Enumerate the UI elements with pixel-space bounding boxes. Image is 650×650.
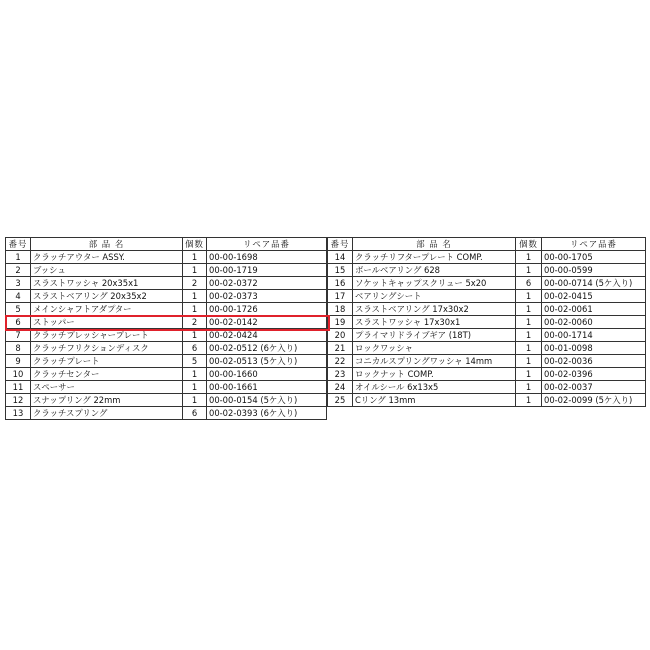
- part-quantity: 1: [516, 355, 542, 368]
- header-no: 番号: [6, 238, 31, 251]
- header-name: 部 品 名: [31, 238, 183, 251]
- part-name: コニカルスプリングワッシャ 14mm: [353, 355, 516, 368]
- part-number: 9: [6, 355, 31, 368]
- table-row: [328, 264, 646, 277]
- part-quantity: 1: [516, 342, 542, 355]
- part-quantity: 6: [516, 277, 542, 290]
- repair-part-code: 00-02-0512 (6ケ入り): [207, 342, 327, 355]
- part-quantity: 1: [183, 303, 207, 316]
- part-name: ロックワッシャ: [353, 342, 516, 355]
- table-row: [6, 355, 327, 368]
- part-name: クラッチプレート: [31, 355, 183, 368]
- part-quantity: 1: [516, 329, 542, 342]
- table-row: [6, 342, 327, 355]
- table-row: [328, 251, 646, 264]
- part-quantity: 1: [516, 394, 542, 407]
- repair-part-code: 00-00-1660: [207, 368, 327, 381]
- part-number: 22: [328, 355, 353, 368]
- part-name: スラストワッシャ 20x35x1: [31, 277, 183, 290]
- table-row: [328, 342, 646, 355]
- part-name: クラッチセンター: [31, 368, 183, 381]
- part-number: 10: [6, 368, 31, 381]
- table-row: [328, 290, 646, 303]
- part-quantity: 1: [183, 381, 207, 394]
- table-row: [328, 381, 646, 394]
- part-quantity: 6: [183, 407, 207, 420]
- table-row: [6, 329, 327, 342]
- part-name: ストッパー: [31, 316, 183, 329]
- repair-part-code: 00-02-0424: [207, 329, 327, 342]
- table-row: [6, 290, 327, 303]
- table-row: [6, 303, 327, 316]
- part-quantity: 1: [516, 368, 542, 381]
- part-number: 2: [6, 264, 31, 277]
- part-number: 14: [328, 251, 353, 264]
- repair-part-code: 00-00-1726: [207, 303, 327, 316]
- part-number: 21: [328, 342, 353, 355]
- part-name: クラッチフリクションディスク: [31, 342, 183, 355]
- repair-part-code: 00-02-0060: [542, 316, 646, 329]
- part-name: スラストベアリング 20x35x2: [31, 290, 183, 303]
- part-number: 17: [328, 290, 353, 303]
- part-name: オイルシール 6x13x5: [353, 381, 516, 394]
- part-quantity: 1: [183, 329, 207, 342]
- table-row: [328, 368, 646, 381]
- parts-table-left: [5, 237, 327, 420]
- part-name: クラッチプレッシャープレート: [31, 329, 183, 342]
- repair-part-code: 00-02-0396: [542, 368, 646, 381]
- table-header-row: [328, 238, 646, 251]
- part-quantity: 5: [183, 355, 207, 368]
- part-number: 23: [328, 368, 353, 381]
- part-number: 7: [6, 329, 31, 342]
- table-row: [328, 303, 646, 316]
- table-row: [6, 264, 327, 277]
- part-number: 4: [6, 290, 31, 303]
- header-name: 部 品 名: [353, 238, 516, 251]
- part-number: 24: [328, 381, 353, 394]
- part-number: 8: [6, 342, 31, 355]
- part-quantity: 6: [183, 342, 207, 355]
- part-quantity: 1: [183, 394, 207, 407]
- table-row: [328, 394, 646, 407]
- repair-part-code: 00-02-0393 (6ケ入り): [207, 407, 327, 420]
- repair-part-code: 00-02-0099 (5ケ入り): [542, 394, 646, 407]
- part-quantity: 1: [183, 251, 207, 264]
- part-quantity: 2: [183, 277, 207, 290]
- table-row: [6, 407, 327, 420]
- part-number: 11: [6, 381, 31, 394]
- part-name: クラッチスプリング: [31, 407, 183, 420]
- repair-part-code: 00-00-0154 (5ケ入り): [207, 394, 327, 407]
- header-no: 番号: [328, 238, 353, 251]
- repair-part-code: 00-02-0037: [542, 381, 646, 394]
- part-name: クラッチリフタープレート COMP.: [353, 251, 516, 264]
- part-name: ソケットキャップスクリュー 5x20: [353, 277, 516, 290]
- part-name: プライマリドライブギア (18T): [353, 329, 516, 342]
- table-header-row: [6, 238, 327, 251]
- part-name: スナップリング 22mm: [31, 394, 183, 407]
- repair-part-code: 00-00-1705: [542, 251, 646, 264]
- table-row: [328, 316, 646, 329]
- part-quantity: 1: [516, 290, 542, 303]
- part-name: スラストワッシャ 17x30x1: [353, 316, 516, 329]
- part-name: スペーサー: [31, 381, 183, 394]
- repair-part-code: 00-02-0513 (5ケ入り): [207, 355, 327, 368]
- header-qty: 個数: [183, 238, 207, 251]
- part-quantity: 1: [183, 264, 207, 277]
- header-code: リペア品番: [207, 238, 327, 251]
- repair-part-code: 00-02-0036: [542, 355, 646, 368]
- part-number: 12: [6, 394, 31, 407]
- repair-part-code: 00-01-0098: [542, 342, 646, 355]
- part-number: 13: [6, 407, 31, 420]
- header-code: リペア品番: [542, 238, 646, 251]
- table-row: [6, 394, 327, 407]
- part-name: クラッチアウター ASSY.: [31, 251, 183, 264]
- table-row: [6, 316, 327, 329]
- repair-part-code: 00-02-0373: [207, 290, 327, 303]
- repair-part-code: 00-00-1714: [542, 329, 646, 342]
- part-quantity: 1: [516, 264, 542, 277]
- part-name: ボールベアリング 628: [353, 264, 516, 277]
- part-name: ベアリングシート: [353, 290, 516, 303]
- part-quantity: 1: [516, 316, 542, 329]
- table-row: [6, 277, 327, 290]
- part-number: 18: [328, 303, 353, 316]
- repair-part-code: 00-02-0061: [542, 303, 646, 316]
- part-number: 20: [328, 329, 353, 342]
- part-number: 5: [6, 303, 31, 316]
- table-row: [6, 368, 327, 381]
- parts-table-right: [327, 237, 646, 407]
- part-name: メインシャフトアダプター: [31, 303, 183, 316]
- part-name: Cリング 13mm: [353, 394, 516, 407]
- repair-part-code: 00-00-1698: [207, 251, 327, 264]
- part-number: 3: [6, 277, 31, 290]
- part-number: 19: [328, 316, 353, 329]
- repair-part-code: 00-00-0599: [542, 264, 646, 277]
- part-name: スラストベアリング 17x30x2: [353, 303, 516, 316]
- part-quantity: 1: [516, 303, 542, 316]
- part-quantity: 1: [183, 368, 207, 381]
- repair-part-code: 00-02-0415: [542, 290, 646, 303]
- part-quantity: 2: [183, 316, 207, 329]
- part-quantity: 1: [516, 381, 542, 394]
- part-quantity: 1: [516, 251, 542, 264]
- part-number: 1: [6, 251, 31, 264]
- part-name: ロックナット COMP.: [353, 368, 516, 381]
- table-row: [6, 251, 327, 264]
- repair-part-code: 00-00-0714 (5ケ入り): [542, 277, 646, 290]
- table-row: [6, 381, 327, 394]
- part-number: 25: [328, 394, 353, 407]
- part-name: ブッシュ: [31, 264, 183, 277]
- part-number: 16: [328, 277, 353, 290]
- part-quantity: 1: [183, 290, 207, 303]
- repair-part-code: 00-02-0142: [207, 316, 327, 329]
- table-row: [328, 355, 646, 368]
- header-qty: 個数: [516, 238, 542, 251]
- part-number: 6: [6, 316, 31, 329]
- repair-part-code: 00-00-1719: [207, 264, 327, 277]
- repair-part-code: 00-00-1661: [207, 381, 327, 394]
- table-row: [328, 329, 646, 342]
- part-number: 15: [328, 264, 353, 277]
- repair-part-code: 00-02-0372: [207, 277, 327, 290]
- table-row: [328, 277, 646, 290]
